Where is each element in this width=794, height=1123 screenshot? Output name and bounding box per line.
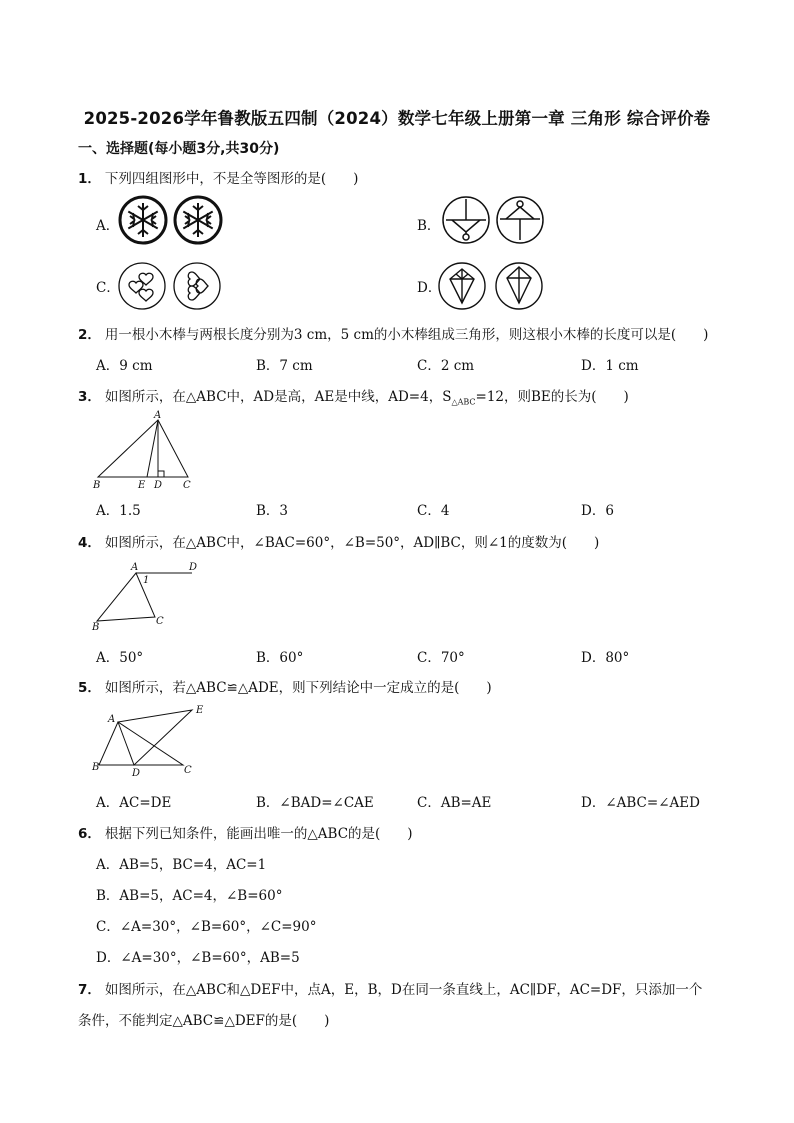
label-c: C: [184, 765, 192, 776]
label-a: A: [131, 562, 139, 573]
pendulum-figure-left: [443, 197, 489, 243]
option-c: C．4: [417, 503, 450, 519]
option-a: A．AC=DE: [96, 795, 172, 811]
question-number: 5．: [78, 680, 101, 696]
snowflake-figure-left: [120, 197, 166, 243]
question-text: 根据下列已知条件，能画出唯一的△ABC的是( ): [104, 826, 413, 842]
question-3: [78, 385, 629, 407]
option-d: D．1 cm: [581, 358, 639, 374]
option-a: A．1.5: [96, 503, 141, 519]
question-text: 用一根小木棒与两根长度分别为3 cm，5 cm的小木棒组成三角形，则这根小木棒的长度可以是( ): [104, 327, 709, 343]
question-text-end: =12，则BE的长为( ): [475, 389, 629, 405]
option-c: C．2 cm: [417, 358, 475, 374]
question-number: 2．: [78, 327, 101, 343]
kite-figure-left: [439, 263, 485, 309]
question-6: [78, 822, 413, 842]
option-c: C．70°: [417, 650, 465, 666]
label-a: A: [108, 714, 116, 725]
question-number: 6．: [78, 826, 101, 842]
question-number: 7．: [78, 982, 101, 998]
label-e: E: [196, 705, 204, 716]
section-heading: 一、选择题(每小题3分,共30分): [78, 141, 280, 157]
question-text: 下列四组图形中，不是全等图形的是( ): [104, 171, 359, 187]
option-label-d: D．: [417, 280, 442, 296]
question-7-continued: 条件，不能判定△ABC≌△DEF的是( ): [78, 1013, 330, 1029]
option-a: A．AB=5，BC=4，AC=1: [96, 857, 267, 873]
label-d: D: [132, 768, 141, 779]
label-c: C: [183, 480, 191, 491]
question-7: [78, 978, 702, 998]
option-a: A．50°: [96, 650, 144, 666]
option-a: A．9 cm: [96, 358, 153, 374]
option-c: C．∠A=30°，∠B=60°，∠C=90°: [96, 919, 317, 935]
option-b: B．3: [256, 503, 289, 519]
label-d: D: [154, 480, 163, 491]
question-subscript: △ABC: [451, 397, 476, 407]
hearts-figure-left: [119, 263, 165, 309]
q5-triangles-figure: [88, 700, 213, 782]
option-label-c: C．: [96, 280, 120, 296]
option-d: D．∠ABC=∠AED: [581, 795, 700, 811]
option-b: B．7 cm: [256, 358, 313, 374]
q3-triangle-figure: [88, 408, 208, 494]
label-b: B: [92, 762, 100, 773]
option-d: D．80°: [581, 650, 630, 666]
option-label-a: A．: [96, 218, 120, 234]
option-b: B．∠BAD=∠CAE: [256, 795, 374, 811]
label-b: B: [92, 622, 100, 633]
page-title: 2025-2026学年鲁教版五四制（2024）数学七年级上册第一章 三角形 综合评价卷: [83, 109, 711, 128]
label-d: D: [189, 562, 198, 573]
question-2: [78, 323, 708, 343]
label-a: A: [154, 410, 162, 421]
q4-triangle-figure: [88, 558, 208, 634]
question-number: 3．: [78, 389, 101, 405]
question-5: [78, 676, 492, 696]
question-number: 4．: [78, 535, 101, 551]
question-text: 如图所示，在△ABC中，AD是高，AE是中线，AD=4，S: [104, 389, 452, 405]
label-e: E: [138, 480, 146, 491]
option-b: B．AB=5，AC=4，∠B=60°: [96, 888, 283, 904]
option-c: C．AB=AE: [417, 795, 492, 811]
label-b: B: [93, 480, 101, 491]
snowflake-figure-right: [175, 197, 221, 243]
question-text: 如图所示，在△ABC中，∠BAC=60°，∠B=50°，AD∥BC，则∠1的度数为( ): [104, 535, 600, 551]
label-angle-1: 1: [143, 575, 150, 586]
pendulum-figure-right: [497, 197, 543, 243]
question-text: 如图所示，若△ABC≌△ADE，则下列结论中一定成立的是( ): [104, 680, 492, 696]
option-label-b: B．: [417, 218, 441, 234]
question-text: 如图所示，在△ABC和△DEF中，点A，E，B，D在同一条直线上，AC∥DF，AC=DF，只添加一个: [104, 982, 703, 998]
option-d: D．∠A=30°，∠B=60°，AB=5: [96, 950, 300, 966]
option-b: B．60°: [256, 650, 304, 666]
option-d: D．6: [581, 503, 614, 519]
hearts-figure-right: [174, 263, 220, 309]
label-c: C: [156, 616, 164, 627]
question-4: [78, 531, 599, 551]
kite-figure-right: [496, 263, 542, 309]
question-number: 1．: [78, 171, 101, 187]
